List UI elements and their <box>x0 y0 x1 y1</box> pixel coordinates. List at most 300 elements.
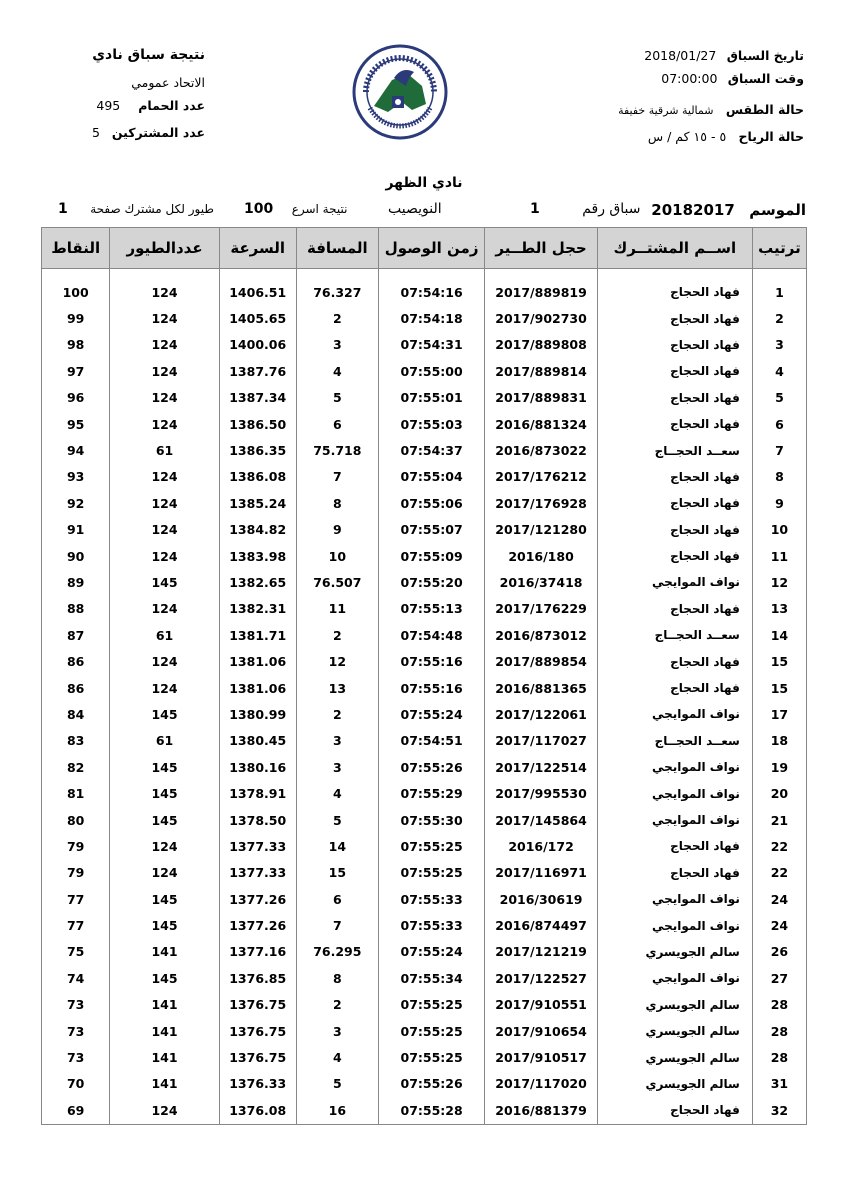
participant-name: فهاد الحجاج <box>597 332 752 358</box>
points: 77 <box>42 886 110 912</box>
ring-number: 2017/910654 <box>485 1018 598 1044</box>
arrival-time: 07:54:51 <box>379 728 485 754</box>
participant-name: فهاد الحجاج <box>597 596 752 622</box>
speed: 1386.35 <box>219 437 296 463</box>
rank: 12 <box>752 569 806 595</box>
distance: 10 <box>296 543 378 569</box>
ring-number: 2017/995530 <box>485 780 598 806</box>
speed: 1377.26 <box>219 912 296 938</box>
col-header-speed: السرعة <box>219 228 296 269</box>
points: 73 <box>42 1018 110 1044</box>
rank: 5 <box>752 385 806 411</box>
table-row <box>42 728 807 754</box>
distance: 14 <box>296 833 378 859</box>
table-row <box>42 569 807 595</box>
ring-number: 2016/881365 <box>485 675 598 701</box>
arrival-time: 07:54:31 <box>379 332 485 358</box>
speed: 1377.16 <box>219 939 296 965</box>
arrival-time: 07:54:18 <box>379 305 485 331</box>
arrival-time: 07:55:25 <box>379 860 485 886</box>
table-row <box>42 1071 807 1097</box>
race-number-group <box>530 201 641 217</box>
ring-number: 2016/172 <box>485 833 598 859</box>
points: 100 <box>42 269 110 306</box>
distance: 4 <box>296 780 378 806</box>
table-row <box>42 464 807 490</box>
page-group <box>58 201 214 217</box>
rank: 31 <box>752 1071 806 1097</box>
points: 94 <box>42 437 110 463</box>
race-info-block <box>564 44 804 148</box>
table-row <box>42 965 807 991</box>
distance: 75.718 <box>296 437 378 463</box>
arrival-time: 07:55:33 <box>379 912 485 938</box>
ring-number: 2016/873012 <box>485 622 598 648</box>
speed: 1380.45 <box>219 728 296 754</box>
points: 96 <box>42 385 110 411</box>
participant-name: فهاد الحجاج <box>597 385 752 411</box>
points: 97 <box>42 358 110 384</box>
birds-count: 124 <box>110 596 219 622</box>
arrival-time: 07:55:30 <box>379 807 485 833</box>
table-row <box>42 358 807 384</box>
points: 86 <box>42 648 110 674</box>
race-date-label: تاريخ السباق <box>726 48 804 63</box>
rank: 4 <box>752 358 806 384</box>
table-row <box>42 1018 807 1044</box>
ring-number: 2017/889831 <box>485 385 598 411</box>
birds-count: 145 <box>110 912 219 938</box>
rank: 27 <box>752 965 806 991</box>
rank: 20 <box>752 780 806 806</box>
arrival-time: 07:55:26 <box>379 754 485 780</box>
result-title: نتيجة سباق نادي <box>92 47 205 63</box>
ring-number: 2017/910517 <box>485 1044 598 1070</box>
participant-name: فهاد الحجاج <box>597 358 752 384</box>
speed: 1377.26 <box>219 886 296 912</box>
ring-number: 2016/30619 <box>485 886 598 912</box>
speed: 1376.08 <box>219 1097 296 1124</box>
distance: 3 <box>296 728 378 754</box>
points: 80 <box>42 807 110 833</box>
participant-name: فهاد الحجاج <box>597 833 752 859</box>
wind-label: حالة الرياح <box>738 129 804 144</box>
participant-name: نواف الموايجي <box>597 569 752 595</box>
points: 81 <box>42 780 110 806</box>
distance: 2 <box>296 701 378 727</box>
col-header-birds: عددالطيور <box>110 228 219 269</box>
participant-name: نواف الموايجي <box>597 701 752 727</box>
result-group <box>244 201 347 217</box>
table-row <box>42 701 807 727</box>
points: 90 <box>42 543 110 569</box>
arrival-time: 07:54:48 <box>379 622 485 648</box>
points: 73 <box>42 1044 110 1070</box>
race-time-label: وقت السباق <box>727 71 804 86</box>
participant-name: نواف الموايجي <box>597 754 752 780</box>
participant-name: فهاد الحجاج <box>597 517 752 543</box>
points: 99 <box>42 305 110 331</box>
table-row <box>42 912 807 938</box>
participant-name: فهاد الحجاج <box>597 269 752 306</box>
arrival-time: 07:55:25 <box>379 1044 485 1070</box>
table-row <box>42 490 807 516</box>
ring-number: 2017/122527 <box>485 965 598 991</box>
participant-name: فهاد الحجاج <box>597 675 752 701</box>
ring-number: 2017/889819 <box>485 269 598 306</box>
speed: 1376.75 <box>219 1018 296 1044</box>
participant-name: نواف الموايجي <box>597 965 752 991</box>
speed: 1377.33 <box>219 860 296 886</box>
ring-number: 2017/122061 <box>485 701 598 727</box>
points: 91 <box>42 517 110 543</box>
arrival-time: 07:55:24 <box>379 701 485 727</box>
table-row <box>42 385 807 411</box>
participant-name: نواف الموايجي <box>597 912 752 938</box>
table-row <box>42 833 807 859</box>
birds-count: 141 <box>110 1071 219 1097</box>
race-time-line <box>564 67 804 90</box>
participant-name: نواف الموايجي <box>597 886 752 912</box>
participants-line <box>55 121 205 144</box>
distance: 3 <box>296 332 378 358</box>
table-row <box>42 886 807 912</box>
speed: 1376.33 <box>219 1071 296 1097</box>
col-header-distance: المسافة <box>296 228 378 269</box>
points: 89 <box>42 569 110 595</box>
participant-name: سالم الجويسري <box>597 1071 752 1097</box>
table-row <box>42 992 807 1018</box>
birds-count: 61 <box>110 728 219 754</box>
pigeons-line <box>55 94 205 117</box>
participant-name: نواف الموايجي <box>597 807 752 833</box>
arrival-time: 07:55:25 <box>379 833 485 859</box>
distance: 5 <box>296 1071 378 1097</box>
ring-number: 2017/889854 <box>485 648 598 674</box>
birds-count: 124 <box>110 269 219 306</box>
arrival-time: 07:55:06 <box>379 490 485 516</box>
distance: 16 <box>296 1097 378 1124</box>
participant-name: فهاد الحجاج <box>597 543 752 569</box>
arrival-time: 07:54:37 <box>379 437 485 463</box>
weather-value: شمالية شرقية خفيفة <box>618 104 714 117</box>
speed: 1376.85 <box>219 965 296 991</box>
table-row <box>42 807 807 833</box>
table-row <box>42 939 807 965</box>
table-row <box>42 543 807 569</box>
distance: 6 <box>296 411 378 437</box>
participant-name: فهاد الحجاج <box>597 490 752 516</box>
race-number-label: سباق رقم <box>582 201 641 217</box>
speed: 1384.82 <box>219 517 296 543</box>
arrival-time: 07:55:00 <box>379 358 485 384</box>
result-summary-block <box>55 44 205 144</box>
arrival-time: 07:54:16 <box>379 269 485 306</box>
ring-number: 2017/902730 <box>485 305 598 331</box>
distance: 7 <box>296 464 378 490</box>
points: 77 <box>42 912 110 938</box>
rank: 13 <box>752 596 806 622</box>
speed: 1382.31 <box>219 596 296 622</box>
distance: 2 <box>296 305 378 331</box>
points: 98 <box>42 332 110 358</box>
points: 74 <box>42 965 110 991</box>
points: 75 <box>42 939 110 965</box>
table-row <box>42 675 807 701</box>
rank: 24 <box>752 912 806 938</box>
ring-number: 2017/176928 <box>485 490 598 516</box>
birds-count: 124 <box>110 1097 219 1124</box>
arrival-time: 07:55:28 <box>379 1097 485 1124</box>
points: 69 <box>42 1097 110 1124</box>
distance: 6 <box>296 886 378 912</box>
birds-count: 145 <box>110 701 219 727</box>
arrival-time: 07:55:16 <box>379 675 485 701</box>
ring-number: 2017/889814 <box>485 358 598 384</box>
table-row <box>42 596 807 622</box>
distance: 5 <box>296 385 378 411</box>
union-label: الاتحاد عمومي <box>131 75 205 90</box>
arrival-time: 07:55:01 <box>379 385 485 411</box>
speed: 1400.06 <box>219 332 296 358</box>
arrival-time: 07:55:24 <box>379 939 485 965</box>
points: 87 <box>42 622 110 648</box>
rank: 7 <box>752 437 806 463</box>
race-date-value: 2018/01/27 <box>644 48 717 63</box>
ring-number: 2017/117020 <box>485 1071 598 1097</box>
arrival-time: 07:55:04 <box>379 464 485 490</box>
speed: 1387.76 <box>219 358 296 384</box>
pigeons-value: 495 <box>96 98 121 113</box>
birds-count: 124 <box>110 385 219 411</box>
location-label: النويصيب <box>388 201 442 217</box>
participants-value: 5 <box>91 125 100 140</box>
ring-number: 2017/116971 <box>485 860 598 886</box>
points: 83 <box>42 728 110 754</box>
distance: 3 <box>296 1018 378 1044</box>
participant-name: فهاد الحجاج <box>597 860 752 886</box>
federation-logo-emblem <box>352 44 448 140</box>
speed: 1405.65 <box>219 305 296 331</box>
points: 88 <box>42 596 110 622</box>
ring-number: 2017/910551 <box>485 992 598 1018</box>
speed: 1385.24 <box>219 490 296 516</box>
points: 95 <box>42 411 110 437</box>
birds-count: 145 <box>110 780 219 806</box>
birds-count: 124 <box>110 490 219 516</box>
distance: 8 <box>296 965 378 991</box>
speed: 1387.34 <box>219 385 296 411</box>
distance: 7 <box>296 912 378 938</box>
participant-name: فهاد الحجاج <box>597 305 752 331</box>
rank: 28 <box>752 1044 806 1070</box>
birds-count: 124 <box>110 358 219 384</box>
ring-number: 2017/889808 <box>485 332 598 358</box>
distance: 3 <box>296 754 378 780</box>
participant-name: نواف الموايجي <box>597 780 752 806</box>
ring-number: 2016/881324 <box>485 411 598 437</box>
speed: 1406.51 <box>219 269 296 306</box>
birds-count: 61 <box>110 622 219 648</box>
federation-logo <box>352 44 448 140</box>
result-label: نتيجة اسرع <box>291 202 348 216</box>
season-value: 20182017 <box>651 201 735 219</box>
birds-count: 145 <box>110 569 219 595</box>
birds-count: 145 <box>110 754 219 780</box>
birds-count: 145 <box>110 807 219 833</box>
birds-count: 124 <box>110 332 219 358</box>
distance: 15 <box>296 860 378 886</box>
table-row <box>42 622 807 648</box>
ring-number: 2016/881379 <box>485 1097 598 1124</box>
birds-count: 124 <box>110 860 219 886</box>
points: 93 <box>42 464 110 490</box>
race-number-value: 1 <box>530 201 540 217</box>
birds-count: 124 <box>110 305 219 331</box>
arrival-time: 07:55:26 <box>379 1071 485 1097</box>
rank: 15 <box>752 648 806 674</box>
col-header-points: النقاط <box>42 228 110 269</box>
speed: 1382.65 <box>219 569 296 595</box>
rank: 2 <box>752 305 806 331</box>
birds-count: 124 <box>110 833 219 859</box>
speed: 1386.08 <box>219 464 296 490</box>
rank: 9 <box>752 490 806 516</box>
rank: 28 <box>752 992 806 1018</box>
col-header-participant: اســم المشتــرك <box>597 228 752 269</box>
ring-number: 2017/117027 <box>485 728 598 754</box>
points: 70 <box>42 1071 110 1097</box>
distance: 13 <box>296 675 378 701</box>
speed: 1380.99 <box>219 701 296 727</box>
speed: 1386.50 <box>219 411 296 437</box>
race-date-line <box>564 44 804 67</box>
arrival-time: 07:55:33 <box>379 886 485 912</box>
rank: 21 <box>752 807 806 833</box>
rank: 24 <box>752 886 806 912</box>
distance: 12 <box>296 648 378 674</box>
distance: 5 <box>296 807 378 833</box>
participant-name: فهاد الحجاج <box>597 648 752 674</box>
table-row <box>42 305 807 331</box>
ring-number: 2017/176229 <box>485 596 598 622</box>
speed: 1376.75 <box>219 1044 296 1070</box>
table-row <box>42 411 807 437</box>
result-count: 100 <box>244 201 274 217</box>
speed: 1381.06 <box>219 648 296 674</box>
rank: 1 <box>752 269 806 306</box>
distance: 76.295 <box>296 939 378 965</box>
weather-label: حالة الطقس <box>725 102 804 117</box>
speed: 1378.50 <box>219 807 296 833</box>
table-row <box>42 860 807 886</box>
birds-count: 124 <box>110 648 219 674</box>
ring-number: 2017/145864 <box>485 807 598 833</box>
arrival-time: 07:55:29 <box>379 780 485 806</box>
ring-number: 2017/121280 <box>485 517 598 543</box>
rank: 28 <box>752 1018 806 1044</box>
birds-count: 141 <box>110 992 219 1018</box>
participant-name: سعــد الحجــاج <box>597 437 752 463</box>
birds-count: 141 <box>110 1044 219 1070</box>
arrival-time: 07:55:16 <box>379 648 485 674</box>
speed: 1380.16 <box>219 754 296 780</box>
ring-number: 2016/180 <box>485 543 598 569</box>
birds-count: 141 <box>110 939 219 965</box>
rank: 11 <box>752 543 806 569</box>
wind-value: ٥ - ١٥ كم / س <box>647 129 727 144</box>
arrival-time: 07:55:07 <box>379 517 485 543</box>
rank: 18 <box>752 728 806 754</box>
rank: 22 <box>752 860 806 886</box>
club-name: نادي الظهر <box>385 175 463 191</box>
birds-count: 124 <box>110 517 219 543</box>
pigeons-label: عدد الحمام <box>138 98 205 113</box>
rank: 6 <box>752 411 806 437</box>
rank: 8 <box>752 464 806 490</box>
distance: 2 <box>296 622 378 648</box>
speed: 1377.33 <box>219 833 296 859</box>
table-row <box>42 269 807 306</box>
arrival-time: 07:55:20 <box>379 569 485 595</box>
arrival-time: 07:55:09 <box>379 543 485 569</box>
table-row <box>42 648 807 674</box>
participant-name: سالم الجويسري <box>597 1044 752 1070</box>
rank: 17 <box>752 701 806 727</box>
rank: 15 <box>752 675 806 701</box>
arrival-time: 07:55:03 <box>379 411 485 437</box>
distance: 8 <box>296 490 378 516</box>
points: 79 <box>42 860 110 886</box>
points: 73 <box>42 992 110 1018</box>
distance: 76.327 <box>296 269 378 306</box>
distance: 11 <box>296 596 378 622</box>
participant-name: سالم الجويسري <box>597 939 752 965</box>
table-row <box>42 754 807 780</box>
distance: 2 <box>296 992 378 1018</box>
ring-number: 2016/37418 <box>485 569 598 595</box>
rank: 10 <box>752 517 806 543</box>
rank: 3 <box>752 332 806 358</box>
birds-count: 145 <box>110 886 219 912</box>
participant-name: فهاد الحجاج <box>597 464 752 490</box>
birds-count: 124 <box>110 543 219 569</box>
col-header-ring: حجل الطــير <box>485 228 598 269</box>
table-row <box>42 332 807 358</box>
points: 79 <box>42 833 110 859</box>
table-row <box>42 517 807 543</box>
points: 86 <box>42 675 110 701</box>
race-time-value: 07:00:00 <box>661 71 718 86</box>
rank: 22 <box>752 833 806 859</box>
ring-number: 2017/122514 <box>485 754 598 780</box>
points: 82 <box>42 754 110 780</box>
arrival-time: 07:55:25 <box>379 1018 485 1044</box>
points: 92 <box>42 490 110 516</box>
birds-count: 124 <box>110 464 219 490</box>
birds-count: 141 <box>110 1018 219 1044</box>
col-header-arrival: زمن الوصول <box>379 228 485 269</box>
table-row <box>42 437 807 463</box>
speed: 1378.91 <box>219 780 296 806</box>
birds-count: 124 <box>110 675 219 701</box>
participant-name: فهاد الحجاج <box>597 411 752 437</box>
birds-per-label: طيور لكل مشترك صفحة <box>90 202 214 216</box>
table-row <box>42 780 807 806</box>
distance: 4 <box>296 358 378 384</box>
wind-line <box>564 125 804 148</box>
table-row <box>42 1044 807 1070</box>
